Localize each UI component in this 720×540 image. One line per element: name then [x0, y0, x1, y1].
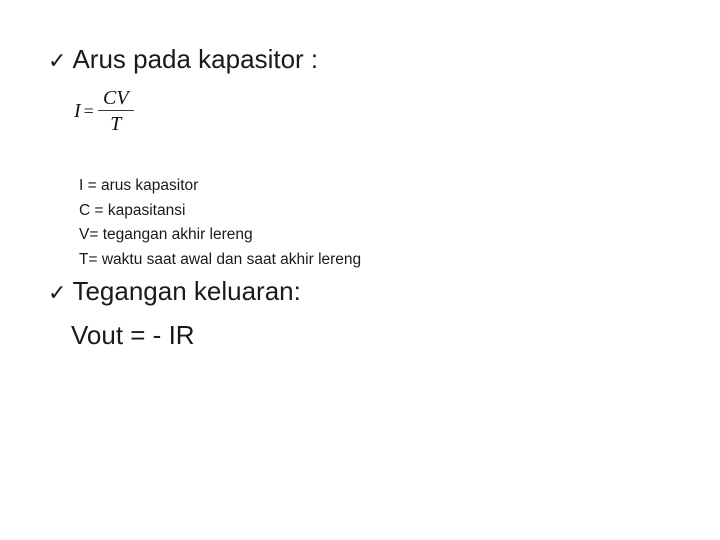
- current-formula: [74, 88, 134, 134]
- formula-denominator: T: [110, 113, 122, 135]
- bullet-text: Arus pada kapasitor :: [72, 44, 319, 74]
- check-icon: ✓: [48, 49, 67, 74]
- definitions-list: [79, 174, 361, 272]
- definition-item: I = arus kapasitor: [79, 177, 199, 194]
- formula-equals: =: [83, 100, 94, 121]
- definition-item: C = kapasitansi: [79, 201, 186, 219]
- check-icon: ✓: [48, 281, 67, 306]
- bullet-tegangan-keluaran: [48, 278, 301, 305]
- definition-item: T= waktu saat awal dan saat akhir lereng: [79, 250, 362, 268]
- bullet-arus-kapasitor: [48, 46, 318, 73]
- vout-equation: Vout = - IR: [71, 320, 195, 350]
- formula-lhs: I: [74, 99, 81, 122]
- formula-fraction: [98, 88, 134, 134]
- formula-numerator: CV: [103, 87, 129, 109]
- definition-item: V= tegangan akhir lereng: [79, 226, 253, 243]
- bullet-text: Tegangan keluaran:: [72, 276, 301, 306]
